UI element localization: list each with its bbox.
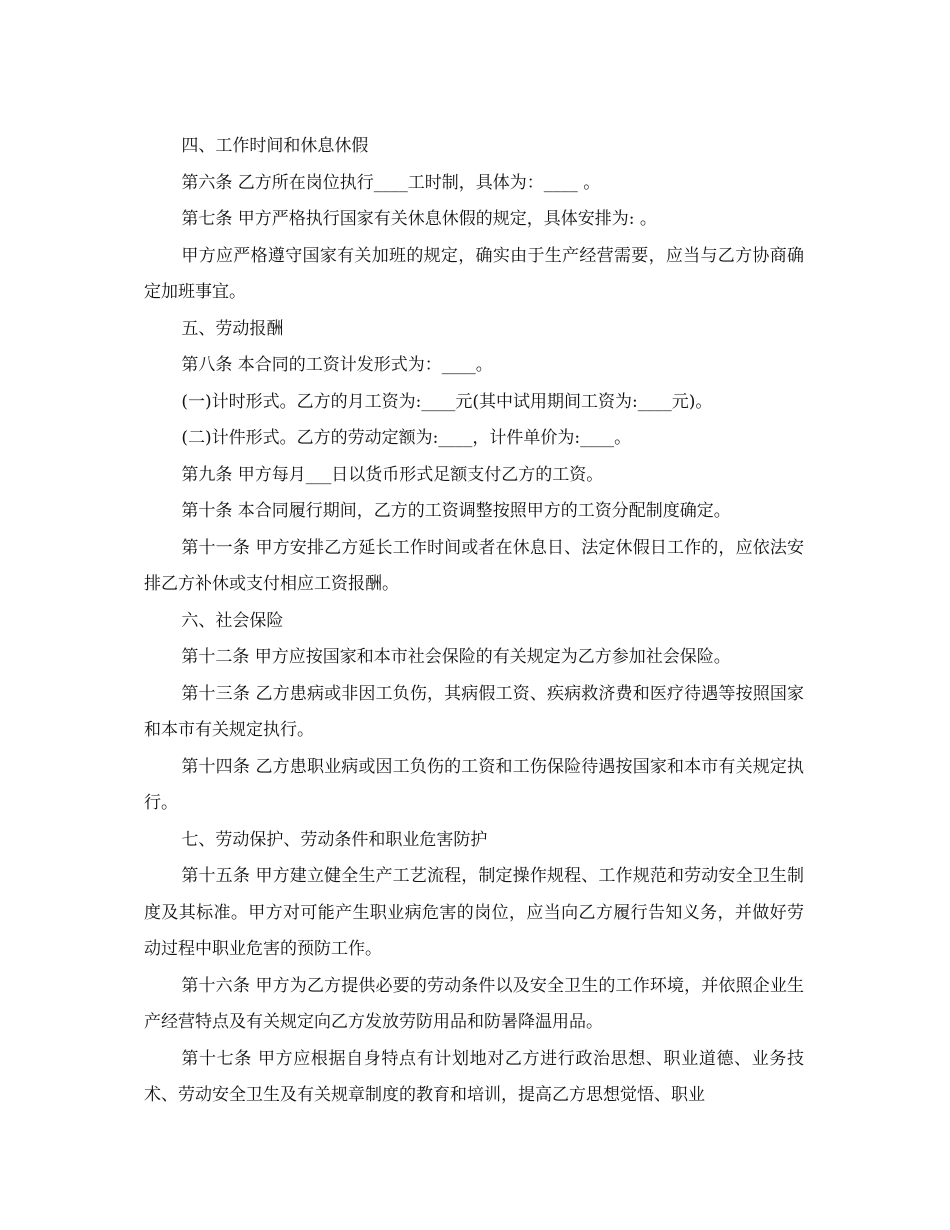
article-9: 第九条 甲方每月___日以货币形式足额支付乙方的工资。 [181, 464, 604, 485]
article-11: 第十一条 甲方安排乙方延长工作时间或者在休息日、法定休假日工作的，应依法安排乙方补休或支付相应工资报酬。 [144, 537, 804, 594]
section-heading-social-insurance: 六、社会保险 [181, 610, 284, 631]
overtime-paragraph: 甲方应严格遵守国家有关加班的规定，确实由于生产经营需要，应当与乙方协商确定加班事宜。 [144, 245, 804, 302]
article-8-item-2: (二)计件形式。乙方的劳动定额为:____，计件单价为:____。 [181, 428, 632, 448]
article-8-item-1: (一)计时形式。乙方的月工资为:____元(其中试用期间工资为:____元)。 [181, 391, 713, 412]
article-6: 第六条 乙方所在岗位执行____工时制，具体为：____ 。 [181, 172, 601, 193]
article-10: 第十条 本合同履行期间，乙方的工资调整按照甲方的工资分配制度确定。 [181, 501, 731, 521]
article-7: 第七条 甲方严格执行国家有关休息休假的规定，具体安排为: 。 [181, 209, 657, 229]
section-heading-work-time: 四、工作时间和休息休假 [181, 136, 369, 156]
article-8: 第八条 本合同的工资计发形式为：____。 [181, 355, 493, 375]
document-body [144, 128, 804, 1114]
article-14: 第十四条 乙方患职业病或因工负伤的工资和工伤保险待遇按国家和本市有关规定执行。 [144, 756, 804, 813]
article-15: 第十五条 甲方建立健全生产工艺流程，制定操作规程、工作规范和劳动安全卫生制度及其标准。甲方对可能产生职业病危害的岗位，应当向乙方履行告知义务，并做好劳动过程中职业危害的预防工作。 [144, 866, 804, 959]
article-12: 第十二条 甲方应按国家和本市社会保险的有关规定为乙方参加社会保险。 [181, 647, 731, 667]
article-13: 第十三条 乙方患病或非因工负伤，其病假工资、疾病救济费和医疗待遇等按照国家和本市有关规定执行。 [144, 683, 804, 740]
article-16: 第十六条 甲方为乙方提供必要的劳动条件以及安全卫生的工作环境，并依照企业生产经营特点及有关规定向乙方发放劳防用品和防暑降温用品。 [144, 975, 804, 1032]
section-heading-labor-protection: 七、劳动保护、劳动条件和职业危害防护 [181, 829, 488, 850]
article-17: 第十七条 甲方应根据自身特点有计划地对乙方进行政治思想、职业道德、业务技术、劳动安全卫生及有关规章制度的教育和培训，提高乙方思想觉悟、职业 [144, 1048, 804, 1105]
section-heading-remuneration: 五、劳动报酬 [181, 318, 284, 339]
